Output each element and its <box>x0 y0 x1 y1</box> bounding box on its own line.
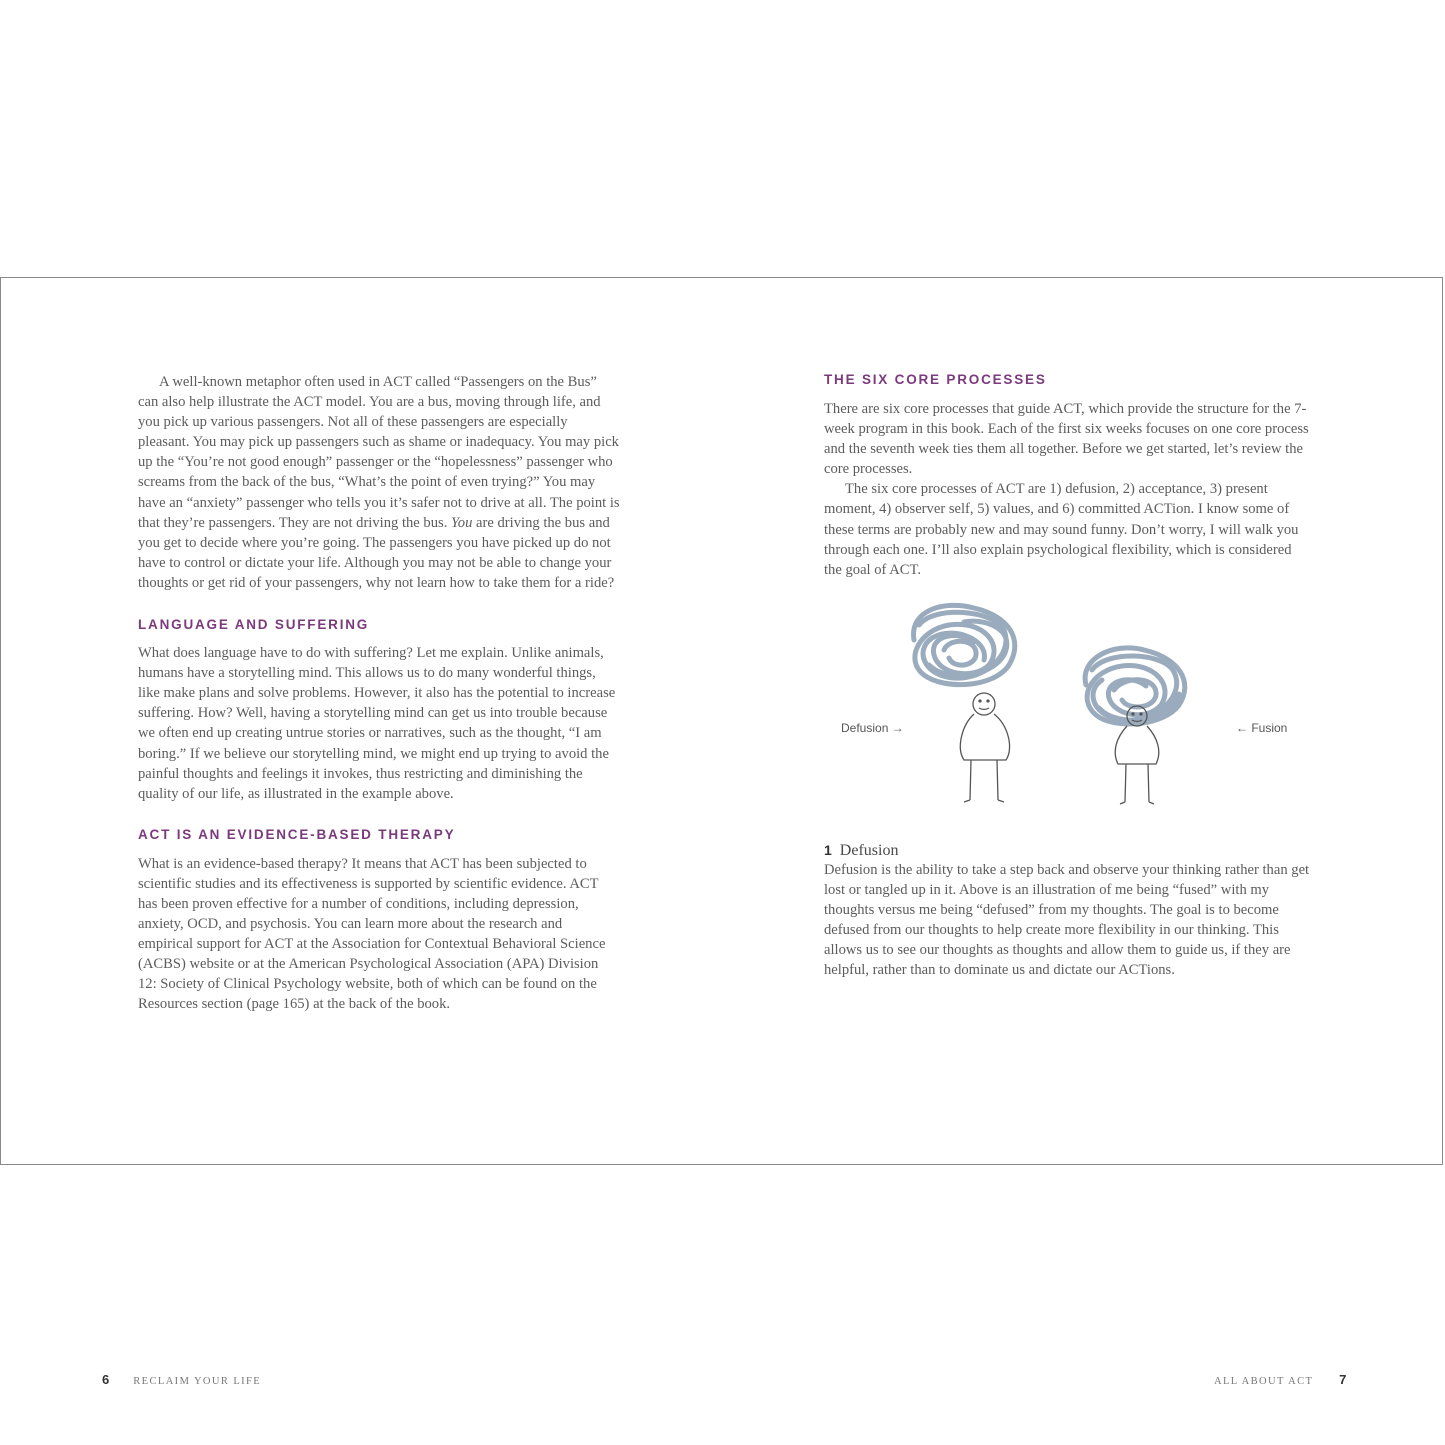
right-paragraph-2: The six core processes of ACT are 1) defusion, 2) acceptance, 3) present moment, 4) observer self, 5) values, and 6) committed ACTion. I know some of these terms are probably new and may sound funny. Don’t worry, I will walk you through each one. I’ll also explain psychological flexibility, which is considered the goal of ACT. <box>824 481 1299 578</box>
figure-label-defusion: Defusion → <box>841 720 904 735</box>
figure-drawing <box>824 580 1310 842</box>
right-paragraph-3: Defusion is the ability to take a step back and observe your thinking rather than get lost or tangled up in it. Above is an illustration of me being “fused” with my thoughts versus me being “defused” from my thoughts. The goal is to become defused from our thoughts to help create more flexibility in our thinking. This allows us to see our thoughts as thoughts and allow them to guide us, if they are helpful, rather than to dominate us and dictate our ACTions. <box>824 861 1310 979</box>
figure-label-fusion: ← Fusion <box>1236 720 1288 735</box>
thought-scribble-fused <box>1085 648 1185 724</box>
heading-evidence-based-therapy: ACT IS AN EVIDENCE-BASED THERAPY <box>138 826 456 842</box>
heading-language-and-suffering: LANGUAGE AND SUFFERING <box>138 617 370 633</box>
right-page-footer <box>1214 1372 1346 1387</box>
right-page-number: 7 <box>1339 1372 1347 1387</box>
subsection-defusion-heading <box>824 842 1310 860</box>
left-page-column <box>138 372 620 1015</box>
subsection-number: 1 <box>824 841 832 858</box>
left-paragraph-3: What is an evidence-based therapy? It means that ACT has been subjected to scientific studies and its effectiveness is supported by scientific evidence. ACT has been proven effective for a number of conditions, including depression, anxiety, OCD, and psychosis. You can learn more about the research and empirical support for ACT at the Association for Contextual Behavioral Science (ACBS) website or at the American Psychological Association (APA) Division 12: Society of Clinical Psychology website, both of which can be found on the Resources section (page 165) at the back of the book. <box>138 855 606 1013</box>
right-running-title: ALL ABOUT ACT <box>1214 1376 1314 1387</box>
defusion-fusion-illustration <box>824 580 1310 842</box>
left-page-number: 6 <box>102 1372 110 1387</box>
heading-six-core-processes: THE SIX CORE PROCESSES <box>824 372 1047 387</box>
left-paragraph-2: What does language have to do with suffering? Let me explain. Unlike animals, humans have a storytelling mind. This allows us to do many wonderful things, like make plans and solve problems. However, it also has the potential to increase suffering. How? Well, having a storytelling mind can get us into trouble because we often end up creating untrue stories or narratives, such as the thought, “I am boring.” If we believe our storytelling mind, we might end up trying to avoid the painful thoughts and feelings it invokes, thus restricting and diminishing the quality of our life, as illustrated in the example above. <box>138 645 616 802</box>
left-paragraph-1: A well-known metaphor often used in ACT called “Passengers on the Bus” can also help illustrate the ACT model. You are a bus, moving through life, and you pick up various passengers. Not all of these passengers are especially pleasant. You may pick up passengers such as shame or inadequacy. You may pick up the “You’re not good enough” passenger or the “hopelessness” passenger who screams from the back of the bus, “What’s the point of even trying?” You may have an “anxiety” passenger who tells you it’s safer not to drive at all. The point is that they’re passengers. They are not driving the bus. You are driving the bus and you get to decide where you’re going. The passengers you have picked up do not have to control or dictate your life. Although you may not be able to change your thoughts or get rid of your passengers, why not learn how to take them for a ride? <box>138 374 620 591</box>
book-spread <box>0 277 1443 1387</box>
right-page-column <box>824 372 1310 980</box>
subsection-title: Defusion <box>839 841 899 859</box>
left-page-footer <box>102 1372 261 1387</box>
thought-scribble-defused <box>914 605 1015 684</box>
stick-figure-defused <box>960 693 1009 802</box>
left-running-title: RECLAIM YOUR LIFE <box>133 1376 262 1387</box>
right-paragraph-1: There are six core processes that guide ACT, which provide the structure for the 7-week program in this book. Each of the first six weeks focuses on one core process and the seventh week ties them all together. Before we get started, let’s review the core processes. <box>824 401 1309 478</box>
